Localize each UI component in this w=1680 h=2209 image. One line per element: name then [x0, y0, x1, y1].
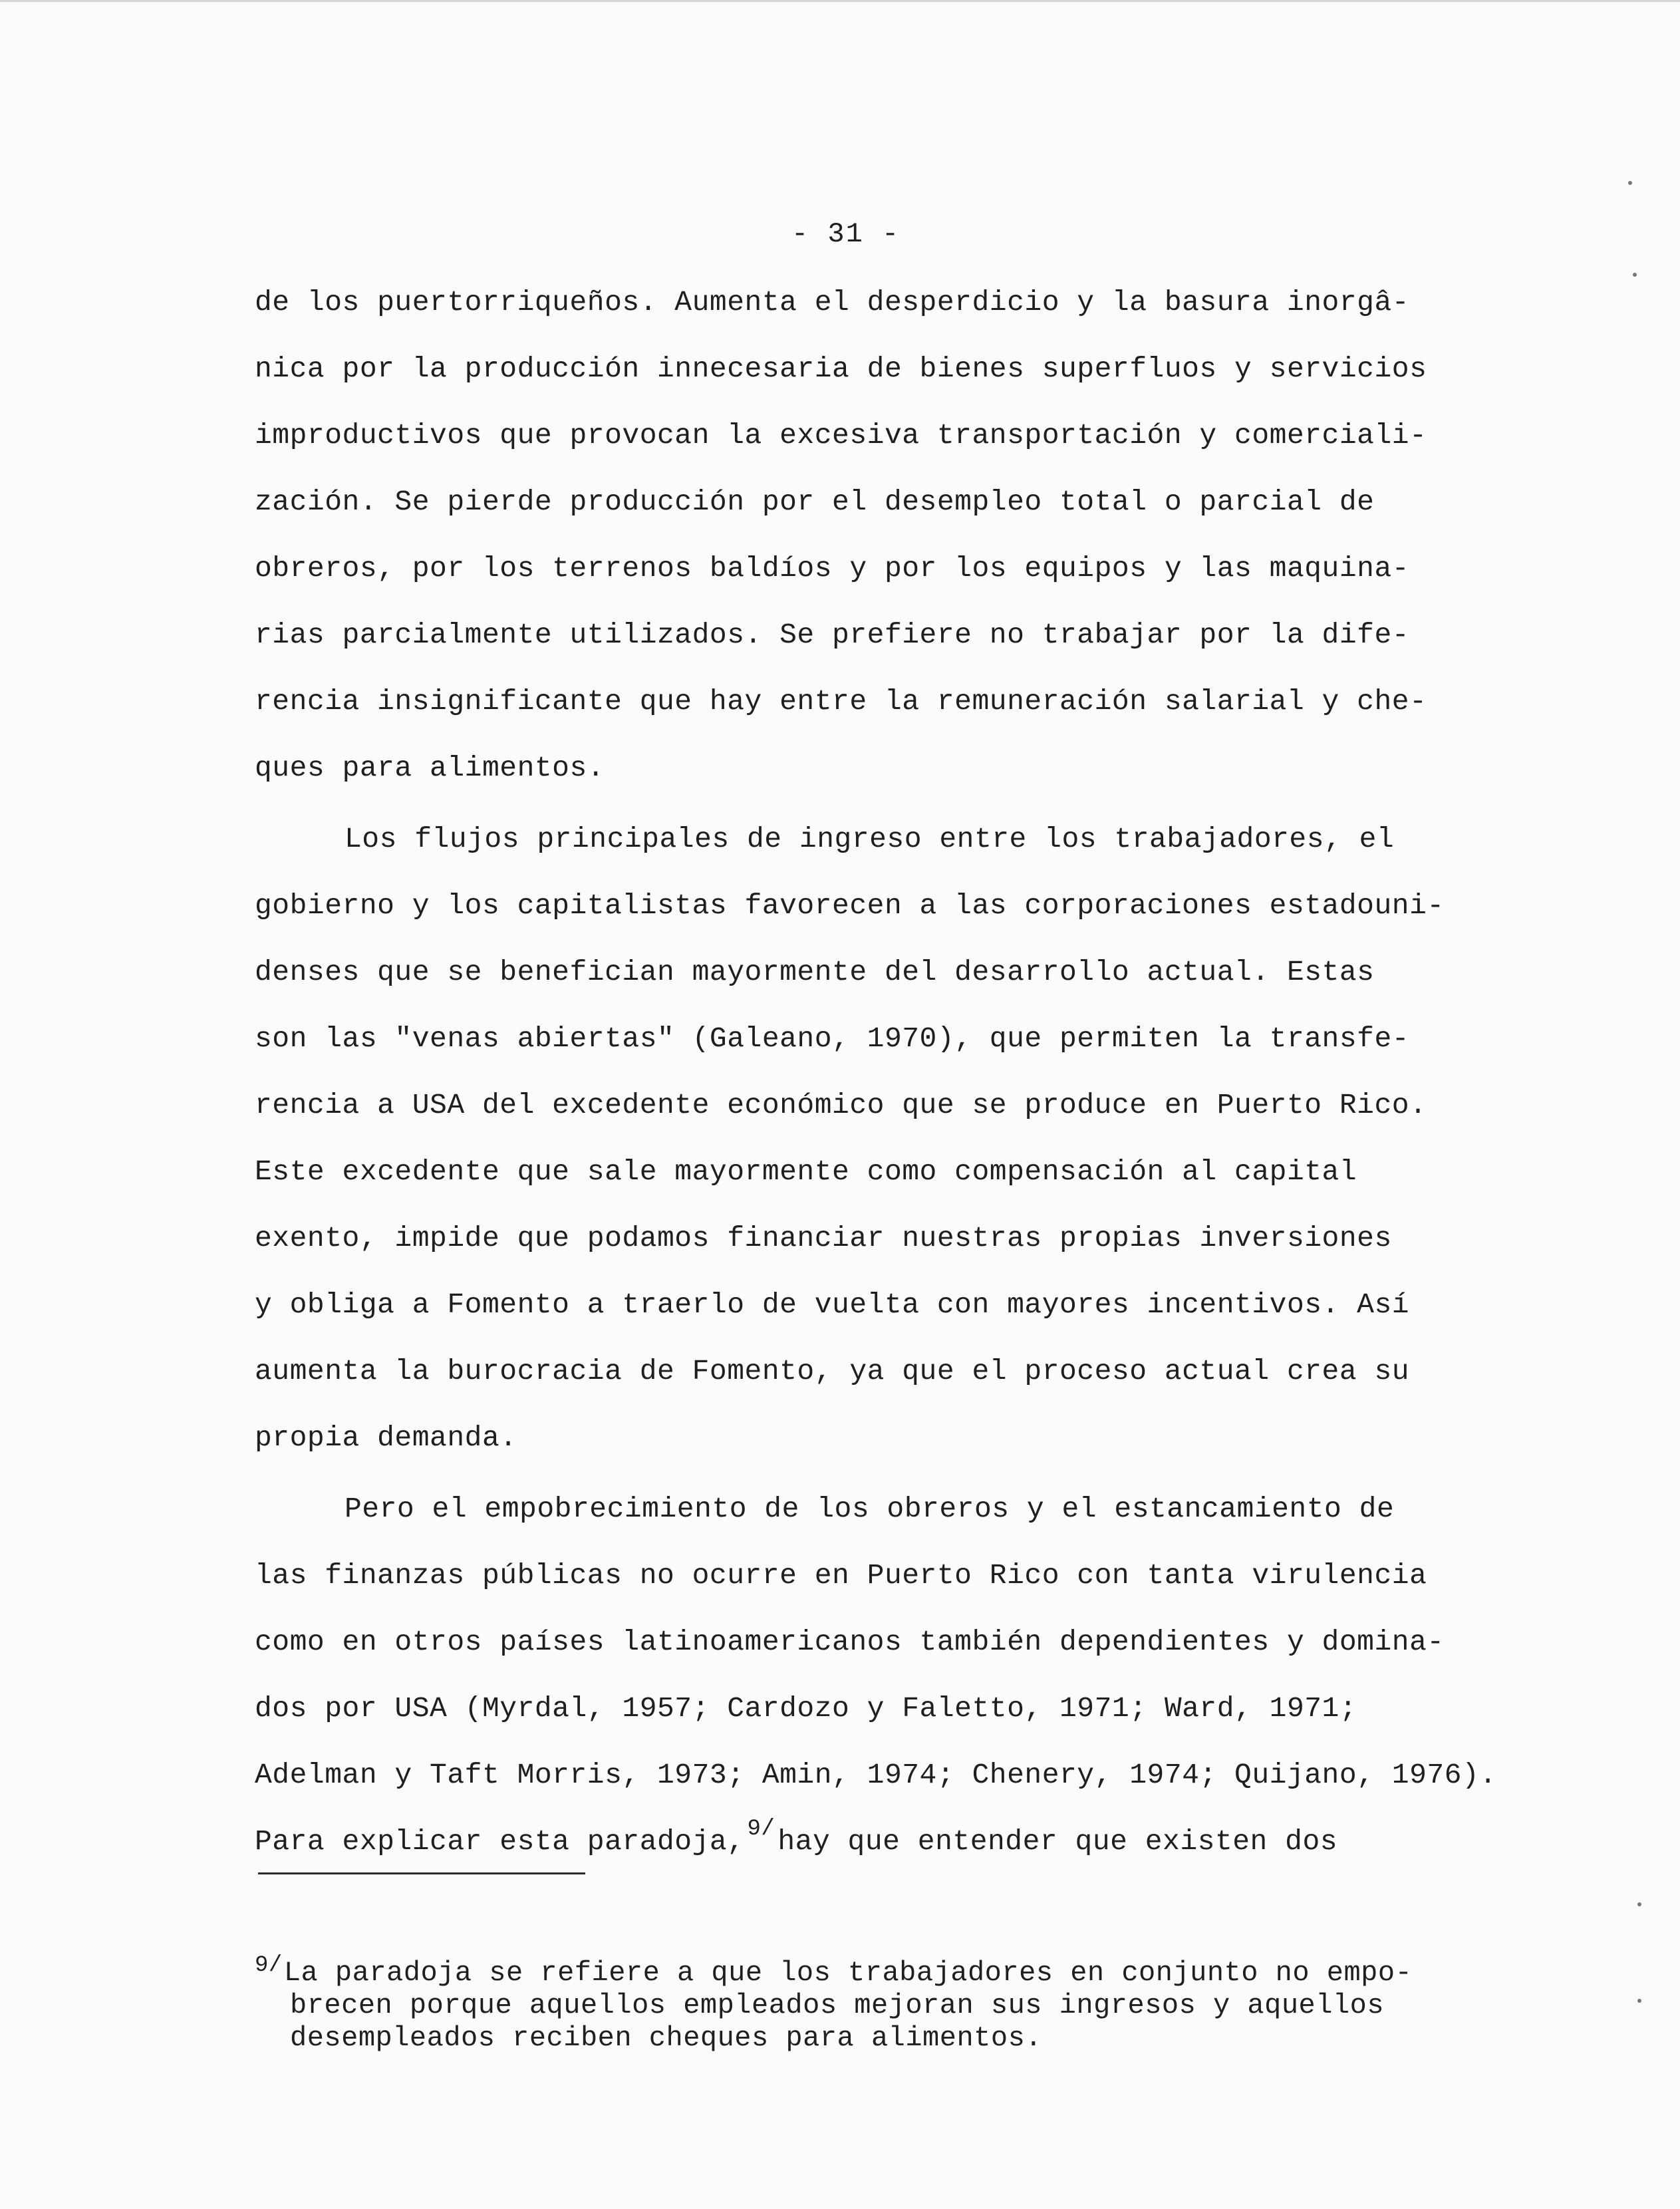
body-line: Adelman y Taft Morris, 1973; Amin, 1974; Chenery, 1974; Quijano, 1976). [255, 1759, 1497, 1791]
scan-speck [1637, 1902, 1641, 1906]
paragraph-first-line: Los flujos principales de ingreso entre los trabajadores, el [345, 823, 1395, 855]
scan-speck [1637, 1999, 1641, 2003]
footnote-line [255, 1953, 1413, 1989]
body-line: rias parcialmente utilizados. Se prefiere no trabajar por la dife- [255, 619, 1410, 651]
body-line: nica por la producción innecesaria de bienes superfluos y servicios [255, 353, 1427, 385]
body-line: gobierno y los capitalistas favorecen a las corporaciones estadouni- [255, 889, 1445, 922]
body-line: ques para alimentos. [255, 752, 605, 784]
body-line: dos por USA (Myrdal, 1957; Cardozo y Faletto, 1971; Ward, 1971; [255, 1692, 1357, 1725]
body-line: denses que se benefician mayormente del desarrollo actual. Estas [255, 956, 1375, 988]
footnote-reference: 9/ [747, 1817, 775, 1842]
paragraph-first-line: Pero el empobrecimiento de los obreros y el estancamiento de [345, 1493, 1395, 1525]
footnote-marker: 9/ [255, 1953, 283, 1978]
body-line: exento, impide que podamos financiar nuestras propias inversiones [255, 1222, 1392, 1254]
body-line: improductivos que provocan la excesiva transportación y comerciali- [255, 419, 1427, 452]
body-line: las finanzas públicas no ocurre en Puerto Rico con tanta virulencia [255, 1559, 1427, 1592]
body-text: Para explicar esta paradoja, [255, 1825, 745, 1858]
body-line: rencia insignificante que hay entre la remuneración salarial y che- [255, 685, 1427, 718]
body-text: hay que entender que existen dos [777, 1825, 1338, 1858]
footnote-line: brecen porque aquellos empleados mejoran sus ingresos y aquellos [290, 1989, 1385, 2021]
body-line-with-footnote-ref [255, 1817, 1338, 1858]
body-line: son las "venas abiertas" (Galeano, 1970), que permiten la transfe- [255, 1022, 1410, 1055]
footnote-separator [258, 1872, 585, 1874]
body-line: zación. Se pierde producción por el desempleo total o parcial de [255, 486, 1375, 518]
body-line: de los puertorriqueños. Aumenta el desperdicio y la basura inorgâ- [255, 286, 1410, 319]
scan-speck [1628, 181, 1632, 185]
body-line: Este excedente que sale mayormente como compensación al capital [255, 1155, 1357, 1188]
scan-top-edge [0, 0, 1680, 2]
footnote-line: desempleados reciben cheques para alimentos. [290, 2022, 1042, 2054]
scan-speck [1633, 273, 1637, 277]
footnote-text: La paradoja se refiere a que los trabajadores en conjunto no empo- [283, 1957, 1413, 1989]
body-line: como en otros países latinoamericanos también dependientes y domina- [255, 1626, 1445, 1658]
body-line: rencia a USA del excedente económico que se produce en Puerto Rico. [255, 1089, 1427, 1121]
page-number: - 31 - [791, 218, 901, 250]
body-line: aumenta la burocracia de Fomento, ya que el proceso actual crea su [255, 1355, 1410, 1388]
body-line: y obliga a Fomento a traerlo de vuelta con mayores incentivos. Así [255, 1288, 1410, 1321]
body-line: propia demanda. [255, 1421, 517, 1454]
body-line: obreros, por los terrenos baldíos y por los equipos y las maquina- [255, 552, 1410, 585]
